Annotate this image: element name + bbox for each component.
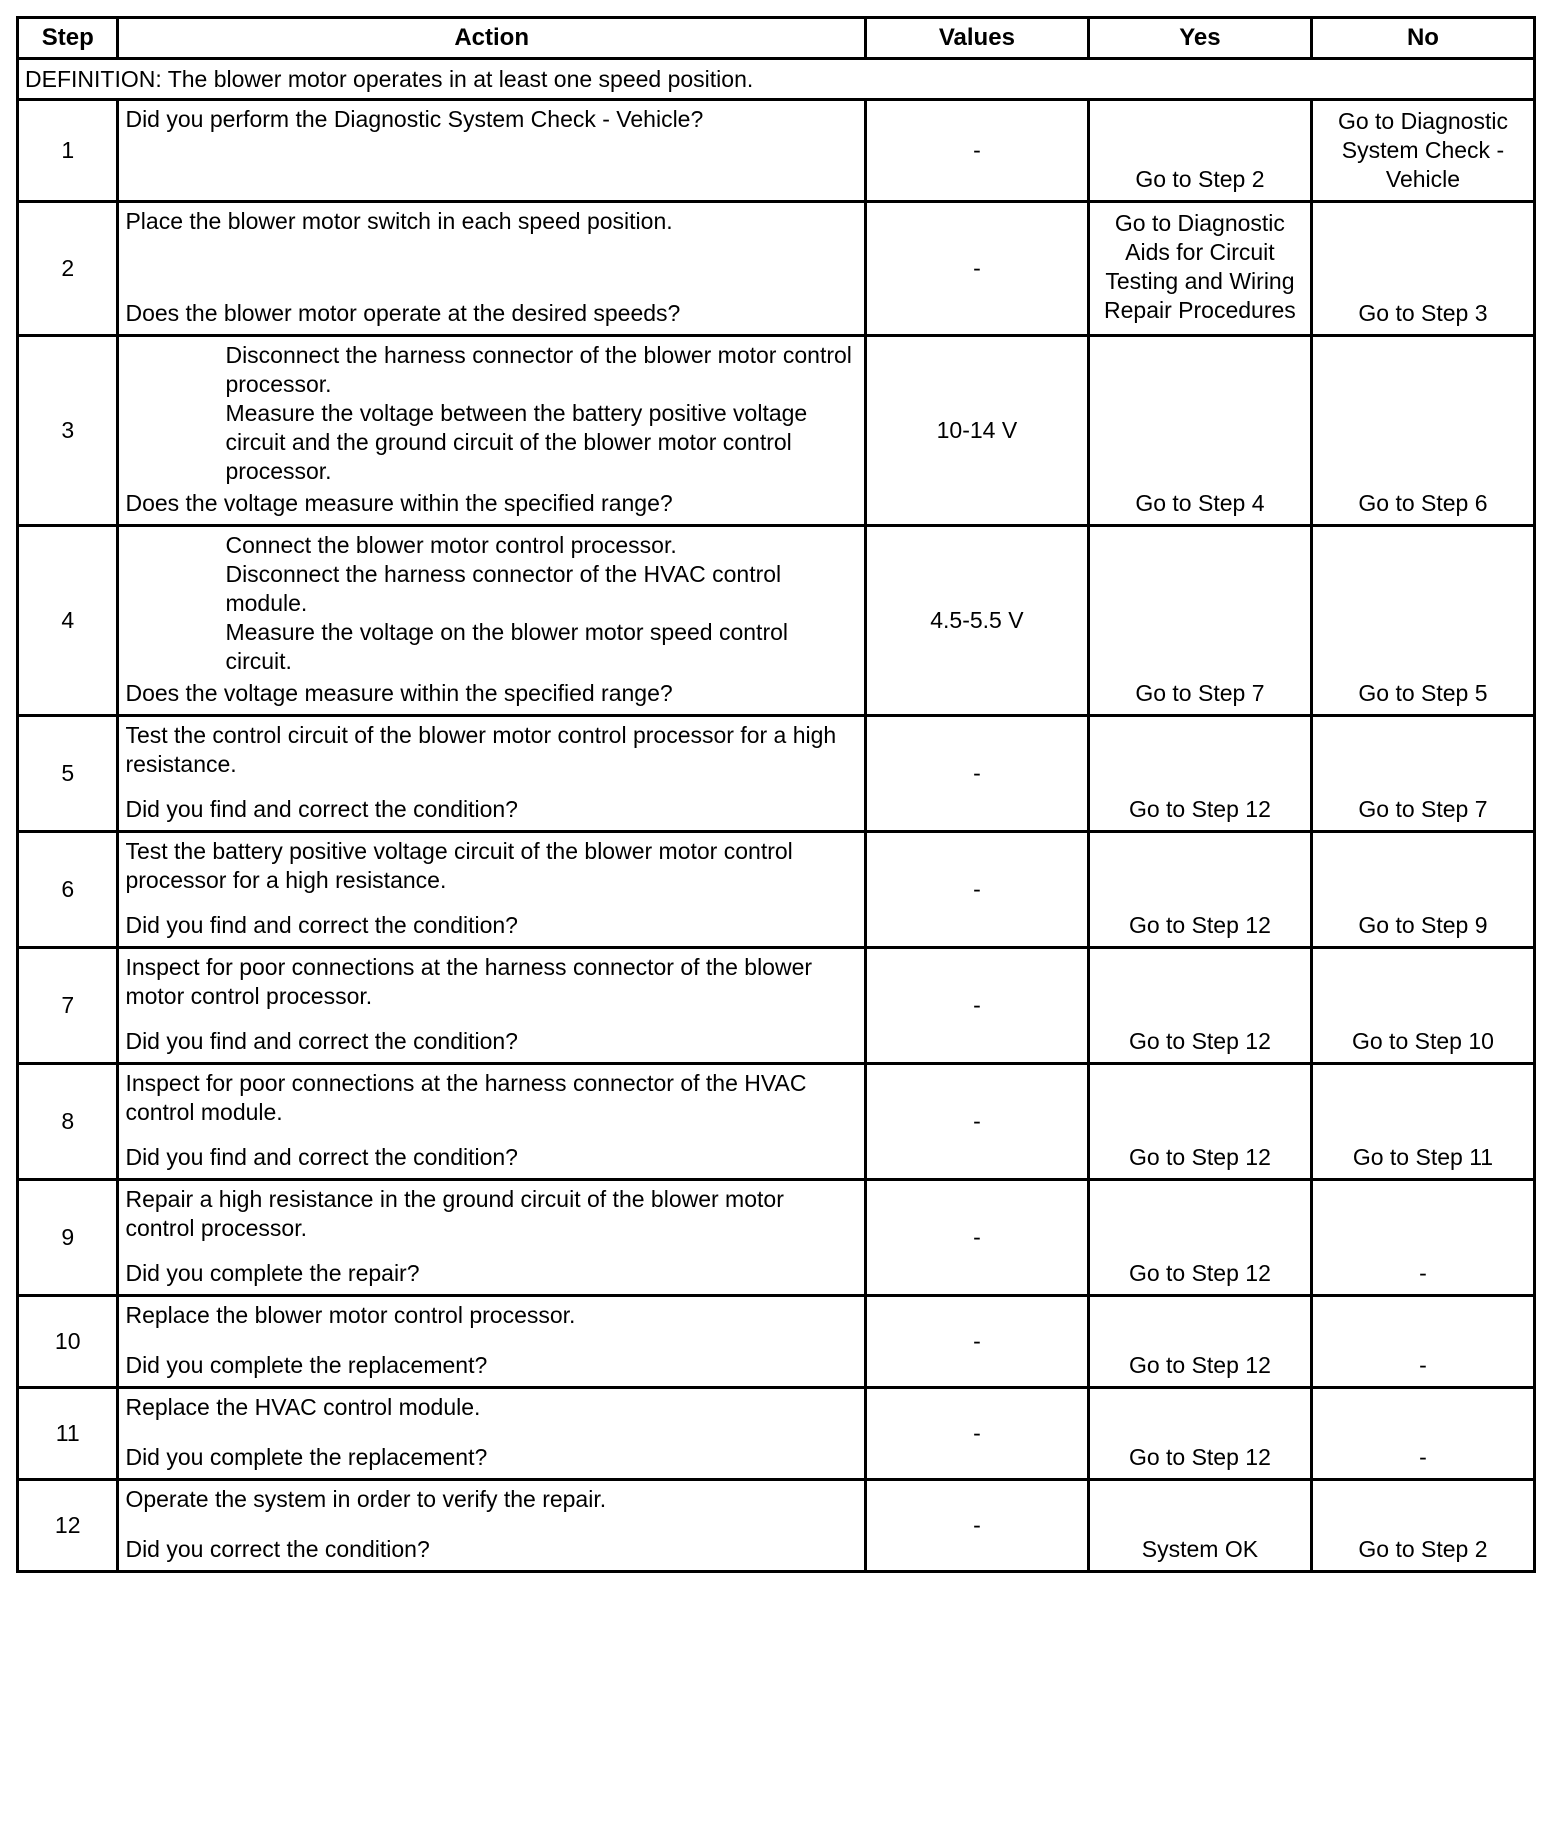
table-row xyxy=(18,1180,1535,1296)
action-cell xyxy=(118,526,865,716)
yes-cell: Go to Step 12 xyxy=(1088,1296,1311,1388)
action-text: Place the blower motor switch in each speed position. xyxy=(125,208,673,234)
action-cell xyxy=(118,1388,865,1480)
step-number: 6 xyxy=(18,832,118,948)
value-cell: - xyxy=(865,202,1088,336)
no-cell: Go to Step 6 xyxy=(1311,336,1534,526)
action-question: Did you find and correct the condition? xyxy=(125,796,518,822)
no-cell: Go to Diagnostic System Check - Vehicle xyxy=(1311,100,1534,202)
action-cell xyxy=(118,1180,865,1296)
yes-cell: Go to Step 12 xyxy=(1088,948,1311,1064)
step-number: 2 xyxy=(18,202,118,336)
no-cell: Go to Step 9 xyxy=(1311,832,1534,948)
value-cell: - xyxy=(865,1388,1088,1480)
step-number: 10 xyxy=(18,1296,118,1388)
header-action: Action xyxy=(118,18,865,59)
value-cell: - xyxy=(865,100,1088,202)
no-cell: Go to Step 11 xyxy=(1311,1064,1534,1180)
yes-cell: Go to Step 12 xyxy=(1088,1180,1311,1296)
step-number: 1 xyxy=(18,100,118,202)
step-number: 3 xyxy=(18,336,118,526)
action-question: Did you find and correct the condition? xyxy=(125,912,518,938)
action-text: Test the control circuit of the blower motor control processor for a high resistance. xyxy=(125,722,837,777)
yes-cell: Go to Diagnostic Aids for Circuit Testing and Wiring Repair Procedures xyxy=(1088,202,1311,336)
value-cell: - xyxy=(865,716,1088,832)
no-cell: Go to Step 2 xyxy=(1311,1480,1534,1572)
table-row xyxy=(18,716,1535,832)
no-cell: Go to Step 3 xyxy=(1311,202,1534,336)
table-row xyxy=(18,1388,1535,1480)
action-question: Did you complete the replacement? xyxy=(125,1352,488,1378)
yes-cell: Go to Step 12 xyxy=(1088,1388,1311,1480)
action-cell xyxy=(118,1480,865,1572)
table-row xyxy=(18,1480,1535,1572)
value-cell: - xyxy=(865,948,1088,1064)
no-cell: - xyxy=(1311,1180,1534,1296)
no-cell: Go to Step 10 xyxy=(1311,948,1534,1064)
yes-cell: Go to Step 7 xyxy=(1088,526,1311,716)
table-row xyxy=(18,1296,1535,1388)
action-question: Did you complete the replacement? xyxy=(125,1444,488,1470)
action-substep: Disconnect the harness connector of the HVAC control module. xyxy=(225,561,782,616)
action-question: Did you find and correct the condition? xyxy=(125,1144,518,1170)
header-step: Step xyxy=(18,18,118,59)
action-question: Does the voltage measure within the specified range? xyxy=(125,490,673,516)
action-text: Replace the HVAC control module. xyxy=(125,1394,481,1420)
action-question: Did you complete the repair? xyxy=(125,1260,420,1286)
no-cell: - xyxy=(1311,1388,1534,1480)
value-cell: - xyxy=(865,1296,1088,1388)
table-row xyxy=(18,832,1535,948)
action-cell xyxy=(118,716,865,832)
action-text: Inspect for poor connections at the harness connector of the HVAC control module. xyxy=(125,1070,807,1125)
definition-row xyxy=(18,59,1535,100)
step-number: 8 xyxy=(18,1064,118,1180)
header-values: Values xyxy=(865,18,1088,59)
step-number: 12 xyxy=(18,1480,118,1572)
action-text: Test the battery positive voltage circuit of the blower motor control processor for a high resistance. xyxy=(125,838,793,893)
action-text: Inspect for poor connections at the harness connector of the blower motor control processor. xyxy=(125,954,813,1009)
action-text: Operate the system in order to verify the repair. xyxy=(125,1486,607,1512)
table-row xyxy=(18,336,1535,526)
no-cell: - xyxy=(1311,1296,1534,1388)
action-question: Did you find and correct the condition? xyxy=(125,1028,518,1054)
action-substep: Connect the blower motor control processor. xyxy=(225,532,677,558)
yes-cell: Go to Step 4 xyxy=(1088,336,1311,526)
yes-cell: System OK xyxy=(1088,1480,1311,1572)
action-text: Repair a high resistance in the ground circuit of the blower motor control processor. xyxy=(125,1186,784,1241)
table-row xyxy=(18,948,1535,1064)
diagnostic-table xyxy=(16,16,1536,1573)
definition-text: DEFINITION: The blower motor operates in at least one speed position. xyxy=(18,59,1535,100)
table-row xyxy=(18,526,1535,716)
value-cell: 10-14 V xyxy=(865,336,1088,526)
yes-cell: Go to Step 2 xyxy=(1088,100,1311,202)
action-text: Replace the blower motor control processor. xyxy=(125,1302,576,1328)
table-row xyxy=(18,202,1535,336)
action-substep: Measure the voltage on the blower motor speed control circuit. xyxy=(225,619,788,674)
action-question: Does the blower motor operate at the desired speeds? xyxy=(125,300,681,326)
no-cell: Go to Step 7 xyxy=(1311,716,1534,832)
header-yes: Yes xyxy=(1088,18,1311,59)
action-cell xyxy=(118,832,865,948)
no-cell: Go to Step 5 xyxy=(1311,526,1534,716)
action-substep: Measure the voltage between the battery positive voltage circuit and the ground circuit of the blower motor control processor. xyxy=(225,400,808,484)
yes-cell: Go to Step 12 xyxy=(1088,832,1311,948)
value-cell: 4.5-5.5 V xyxy=(865,526,1088,716)
step-number: 11 xyxy=(18,1388,118,1480)
value-cell: - xyxy=(865,1064,1088,1180)
action-cell xyxy=(118,948,865,1064)
action-cell xyxy=(118,1296,865,1388)
action-question: Did you correct the condition? xyxy=(125,1536,430,1562)
yes-cell: Go to Step 12 xyxy=(1088,716,1311,832)
action-question: Does the voltage measure within the specified range? xyxy=(125,680,673,706)
value-cell: - xyxy=(865,832,1088,948)
action-cell xyxy=(118,100,865,202)
header-row xyxy=(18,18,1535,59)
action-text: Did you perform the Diagnostic System Check - Vehicle? xyxy=(125,106,704,132)
table-row xyxy=(18,1064,1535,1180)
action-cell xyxy=(118,336,865,526)
action-cell xyxy=(118,1064,865,1180)
step-number: 5 xyxy=(18,716,118,832)
step-number: 9 xyxy=(18,1180,118,1296)
table-row xyxy=(18,100,1535,202)
action-substep: Disconnect the harness connector of the blower motor control processor. xyxy=(225,342,852,397)
action-cell xyxy=(118,202,865,336)
value-cell: - xyxy=(865,1180,1088,1296)
step-number: 4 xyxy=(18,526,118,716)
step-number: 7 xyxy=(18,948,118,1064)
yes-cell: Go to Step 12 xyxy=(1088,1064,1311,1180)
header-no: No xyxy=(1311,18,1534,59)
value-cell: - xyxy=(865,1480,1088,1572)
